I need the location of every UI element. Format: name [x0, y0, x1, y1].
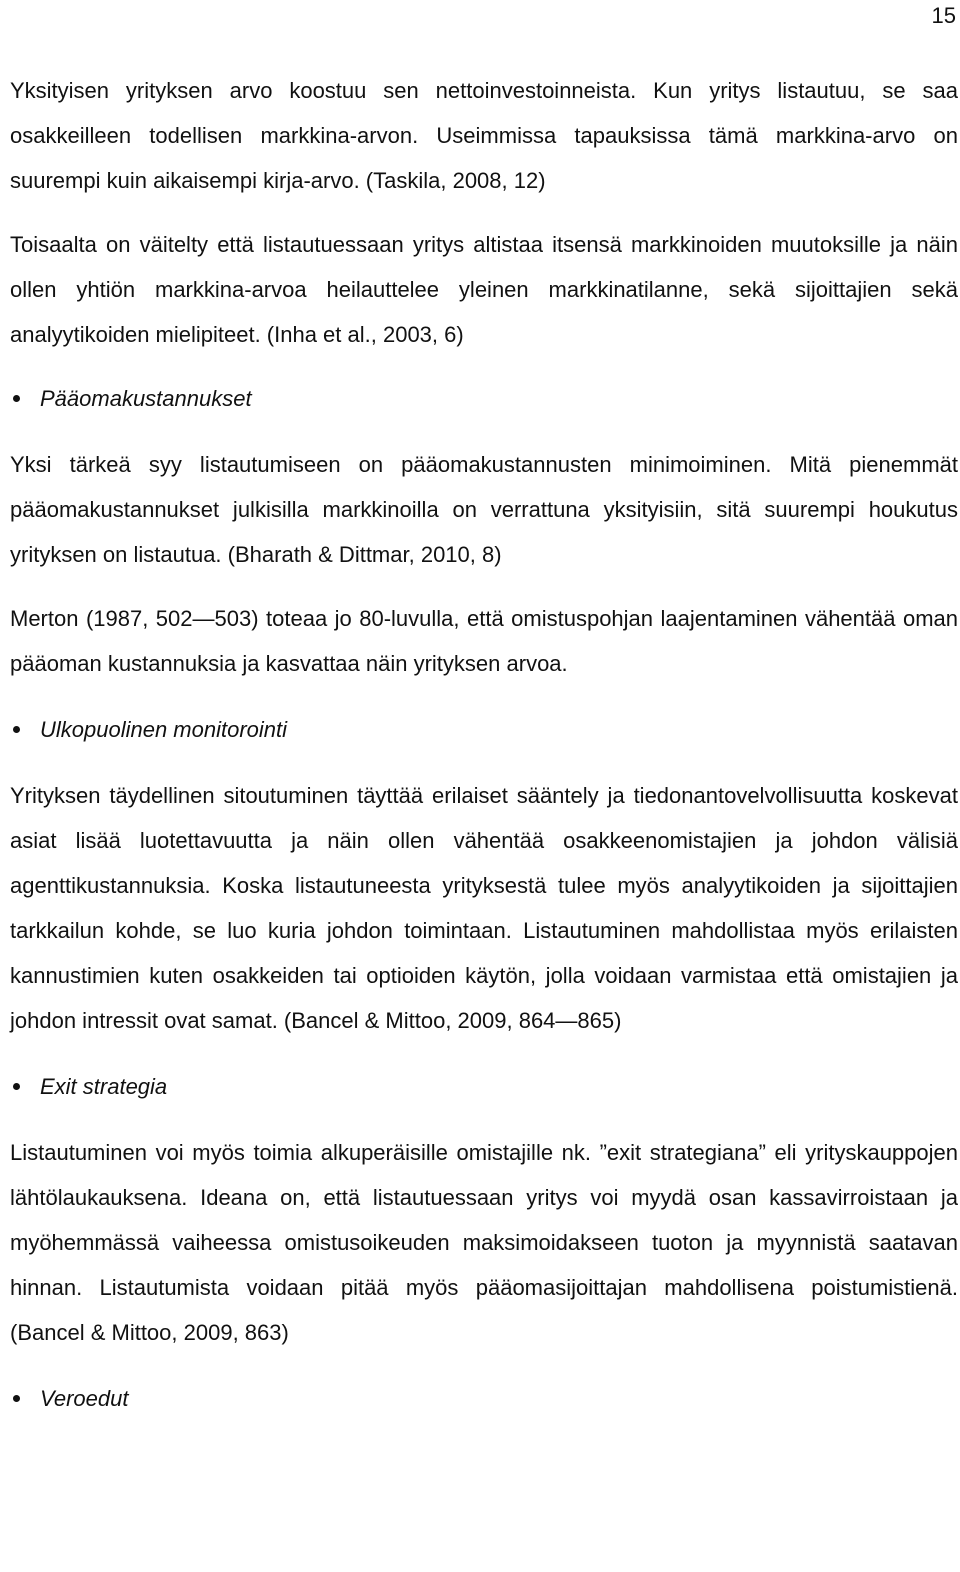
- bullet-heading-text: Pääomakustannukset: [40, 385, 252, 411]
- bullet-heading-capital-costs: [10, 376, 958, 421]
- paragraph-exit-strategy: Listautuminen voi myös toimia alkuperäisille omistajille nk. ”exit strategiana” eli yrityskauppojen lähtölaukauksena. Ideana on, että listautuessaan yritys voi myydä osan kassavirroistaan ja myöhemmässä vaiheessa omistusoikeuden maksimoidakseen tuoton ja myynnistä saatavan hinnan. Listautumista voidaan pitää myös pääomasijoittajan mahdollisena poistumistienä. (Bancel & Mittoo, 2009, 863): [10, 1140, 958, 1345]
- document-body: [10, 68, 958, 1421]
- bullet-icon: [13, 1083, 20, 1090]
- page-number: 15: [931, 3, 956, 28]
- bullet-heading-exit-strategy: [10, 1064, 958, 1109]
- bullet-icon: [13, 395, 20, 402]
- bullet-heading-external-monitoring: [10, 707, 958, 752]
- paragraph-market-exposure: Toisaalta on väitelty että listautuessaan yritys altistaa itsensä markkinoiden muutoksille ja näin ollen yhtiön markkina-arvoa heilauttelee yleinen markkinatilanne, sekä sijoittajien sekä analyytikoiden mielipiteet. (Inha et al., 2003, 6): [10, 232, 958, 347]
- paragraph-monitoring: Yrityksen täydellinen sitoutuminen täyttää erilaiset sääntely ja tiedonantovelvollisuutta koskevat asiat lisää luotettavuutta ja näin ollen vähentää osakkeenomistajien ja johdon välisiä agenttikustannuksia. Koska listautuneesta yrityksestä tulee myös analyytikoiden ja sijoittajien tarkkailun kohde, se luo kuria johdon toimintaan. Listautuminen mahdollistaa myös erilaisten kannustimien kuten osakkeiden tai optioiden käytön, jolla voidaan varmistaa että omistajien ja johdon intressit ovat samat. (Bancel & Mittoo, 2009, 864—865): [10, 783, 958, 1033]
- bullet-heading-text: Exit strategia: [40, 1073, 168, 1099]
- bullet-icon: [13, 1395, 20, 1402]
- bullet-heading-tax-benefits: [10, 1376, 958, 1421]
- paragraph-company-value: Yksityisen yrityksen arvo koostuu sen nettoinvestoinneista. Kun yritys listautuu, se saa osakkeilleen todellisen markkina-arvon. Useimmissa tapauksissa tämä markkina-arvo on suurempi kuin aikaisempi kirja-arvo. (Taskila, 2008, 12): [10, 78, 958, 193]
- paragraph-merton: Merton (1987, 502—503) toteaa jo 80-luvulla, että omistuspohjan laajentaminen vähentää oman pääoman kustannuksia ja kasvattaa näin yrityksen arvoa.: [10, 606, 958, 676]
- bullet-heading-text: Ulkopuolinen monitorointi: [40, 716, 288, 742]
- bullet-heading-text: Veroedut: [40, 1385, 129, 1411]
- paragraph-capital-costs: Yksi tärkeä syy listautumiseen on pääomakustannusten minimoiminen. Mitä pienemmät pääomakustannukset julkisilla markkinoilla on verrattuna yksityisiin, sitä suurempi houkutus yrityksen on listautua. (Bharath & Dittmar, 2010, 8): [10, 452, 958, 567]
- bullet-icon: [13, 726, 20, 733]
